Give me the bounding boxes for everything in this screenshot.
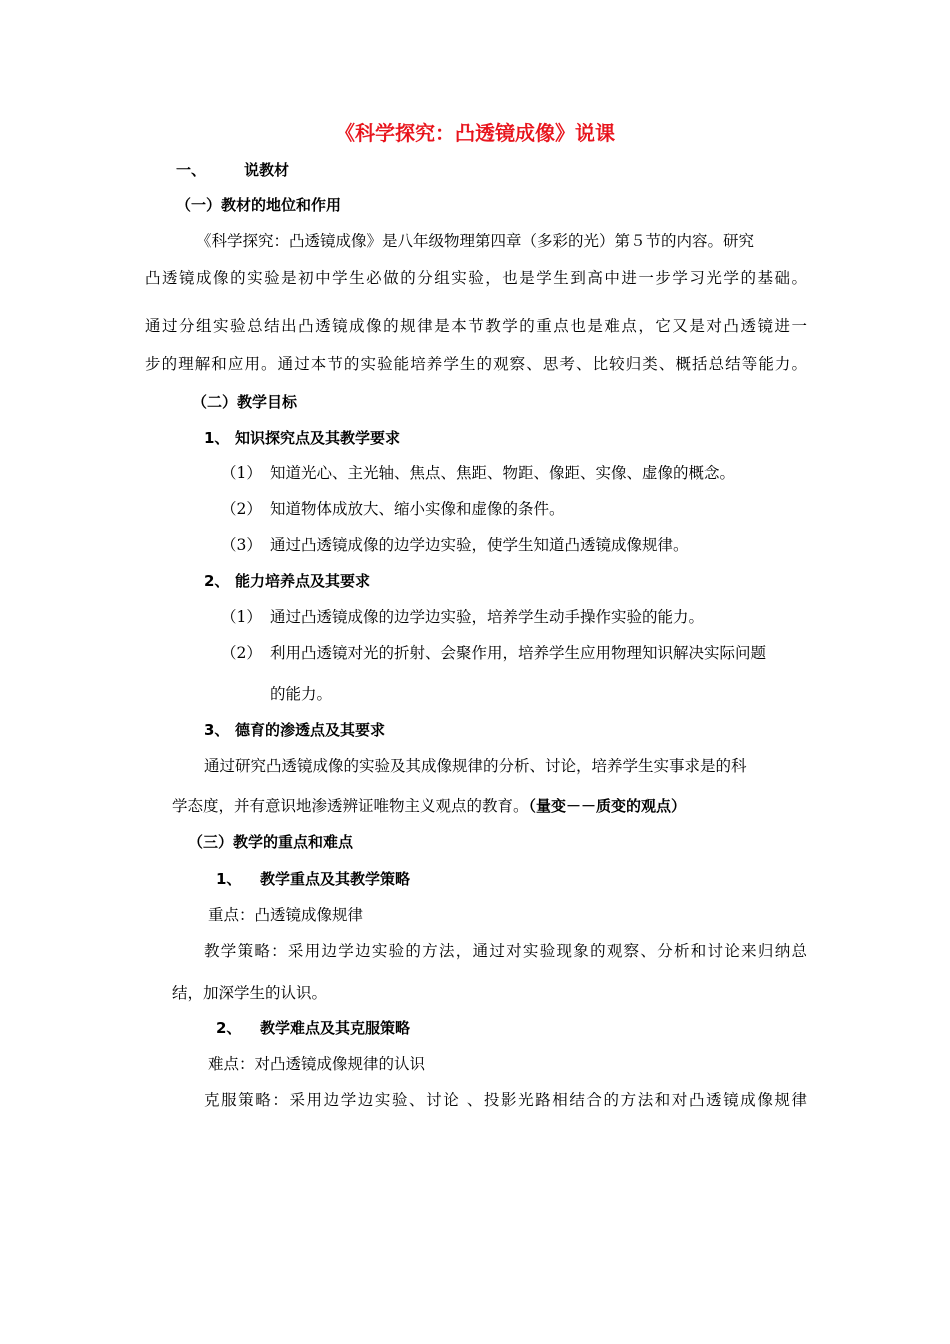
goal-2-number: 2、 <box>204 572 230 590</box>
paragraph-line: 《科学探究：凸透镜成像》是八年级物理第四章（多彩的光）第５节的内容。研究 <box>196 232 755 250</box>
list-item-text: 知道物体成放大、缩小实像和虚像的条件。 <box>270 500 565 518</box>
subsection-heading-3: （三）教学的重点和难点 <box>188 833 354 851</box>
list-item-text: 通过凸透镜成像的边学边实验，使学生知道凸透镜成像规律。 <box>270 536 689 554</box>
section-1-number: 一、 <box>176 161 207 179</box>
key-2-number: 2、 <box>216 1019 242 1037</box>
strategy-line: 结，加深学生的认识。 <box>172 984 328 1002</box>
focus-line: 重点：凸透镜成像规律 <box>208 906 364 924</box>
list-number: （2） <box>221 500 262 518</box>
paragraph-text: 学态度，并有意识地渗透辨证唯物主义观点的教育。 <box>172 797 529 815</box>
strategy-line: 教学策略：采用边学边实验的方法，通过对实验现象的观察、分析和讨论来归纳总 <box>204 942 807 960</box>
paragraph-line: 凸透镜成像的实验是初中学生必做的分组实验，也是学生到高中进一步学习光学的基础。 <box>145 269 807 287</box>
list-item-text: 利用凸透镜对光的折射、会聚作用，培养学生应用物理知识解决实际问题 <box>270 644 767 662</box>
goal-3-number: 3、 <box>204 721 230 739</box>
list-number: （1） <box>221 608 262 626</box>
subsection-heading-2: （二）教学目标 <box>192 393 298 411</box>
paragraph-bold-note: （量变－－质变的观点） <box>528 797 687 815</box>
key-1-heading: 教学重点及其教学策略 <box>260 870 411 888</box>
paragraph-line: 通过分组实验总结出凸透镜成像的规律是本节教学的重点也是难点，它又是对凸透镜进一 <box>145 317 807 335</box>
list-number: （1） <box>221 464 262 482</box>
strategy-line: 克服策略：采用边学边实验、讨论 、投影光路相结合的方法和对凸透镜成像规律 <box>204 1091 807 1109</box>
paragraph-line: 通过研究凸透镜成像的实验及其成像规律的分析、讨论，培养学生实事求是的科 <box>204 757 747 775</box>
key-2-heading: 教学难点及其克服策略 <box>260 1019 411 1037</box>
goal-2-heading: 能力培养点及其要求 <box>235 572 371 590</box>
list-number: （2） <box>221 644 262 662</box>
document-title: 《科学探究：凸透镜成像》说课 <box>335 121 615 145</box>
list-number: （3） <box>221 536 262 554</box>
paragraph-line: 步的理解和应用。通过本节的实验能培养学生的观察、思考、比较归类、概括总结等能力。 <box>145 355 807 373</box>
goal-1-number: 1、 <box>204 429 230 447</box>
section-1-heading: 说教材 <box>244 161 290 179</box>
subsection-heading-1: （一）教材的地位和作用 <box>176 196 342 214</box>
list-item-text: 通过凸透镜成像的边学边实验，培养学生动手操作实验的能力。 <box>270 608 705 626</box>
paragraph-line <box>172 796 686 816</box>
focus-line: 难点：对凸透镜成像规律的认识 <box>208 1055 426 1073</box>
list-item-text: 知道光心、主光轴、焦点、焦距、物距、像距、实像、虚像的概念。 <box>270 464 736 482</box>
list-item-continuation: 的能力。 <box>270 685 333 703</box>
goal-1-heading: 知识探究点及其教学要求 <box>235 429 401 447</box>
key-1-number: 1、 <box>216 870 242 888</box>
goal-3-heading: 德育的渗透点及其要求 <box>235 721 386 739</box>
